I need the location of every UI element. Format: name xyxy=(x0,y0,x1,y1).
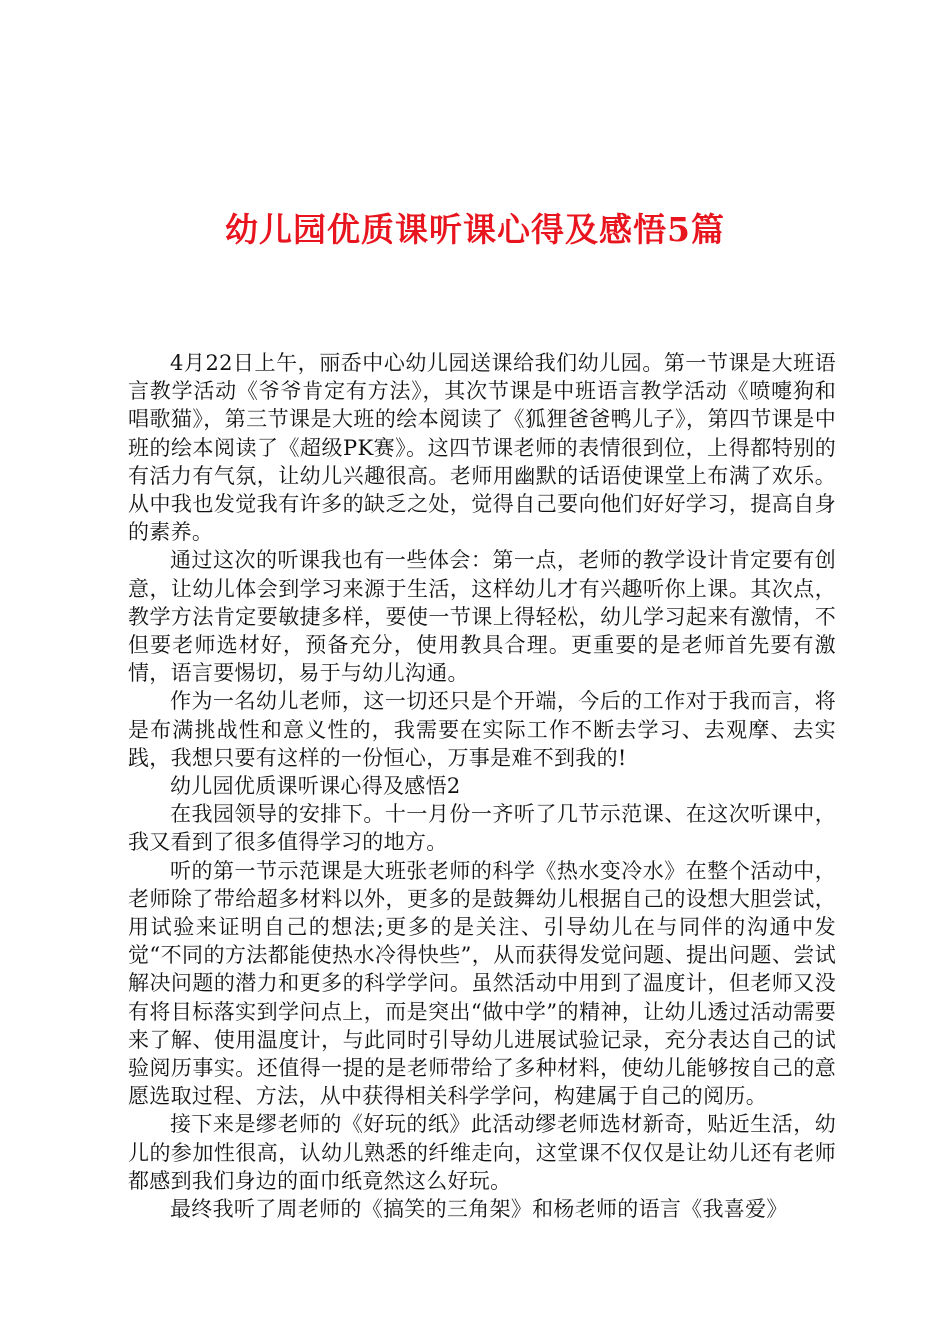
paragraph: 听的第一节示范课是大班张老师的科学《热水变冷水》在整个活动中，老师除了带给超多材料以外，更多的是鼓舞幼儿根据自己的设想大胆尝试，用试验来证明自己的想法;更多的是关注、引导幼儿在与同伴的沟通中发觉“不同的方法都能使热水冷得快些”，从而获得发觉问题、提出问题、尝试解决问题的潜力和更多的科学学问。虽然活动中用到了温度计，但老师又没有将目标落实到学问点上，而是突出“做中学”的精神，让幼儿透过活动需要来了解、使用温度计，与此同时引导幼儿进展试验记录，充分表达自己的试验阅历事实。还值得一提的是老师带给了多种材料，使幼儿能够按自己的意愿选取过程、方法，从中获得相关科学学问，构建属于自己的阅历。 xyxy=(128,858,836,1109)
paragraph: 最终我听了周老师的《搞笑的三角架》和杨老师的语言《我喜爱》 xyxy=(170,1197,788,1222)
paragraph: 4月22日上午，丽岙中心幼儿园送课给我们幼儿园。第一节课是大班语言教学活动《爷爷肯定有方法》，其次节课是中班语言教学活动《喷嚏狗和唱歌猫》，第三节课是大班的绘本阅读了《狐狸爸爸鸭儿子》，第四节课是中班的绘本阅读了《超级PK赛》。这四节课老师的表情很到位，上得都特别的有活力有气氛，让幼儿兴趣很高。老师用幽默的话语使课堂上布满了欢乐。从中我也发觉我有许多的缺乏之处，觉得自己要向他们好好学习，提高自身的素养。 xyxy=(128,351,836,545)
paragraph: 在我园领导的安排下。十一月份一齐听了几节示范课、在这次听课中，我又看到了很多值得学习的地方。 xyxy=(128,802,836,855)
page-title: 幼儿园优质课听课心得及感悟5篇 xyxy=(225,210,725,250)
article-body xyxy=(128,349,836,1223)
paragraph: 作为一名幼儿老师，这一切还只是个开端，今后的工作对于我而言，将是布满挑战性和意义性的，我需要在实际工作不断去学习、去观摩、去实践，我想只要有这样的一份恒心，万事是难不到我的! xyxy=(128,689,836,770)
section-heading: 幼儿园优质课听课心得及感悟2 xyxy=(170,774,461,799)
paragraph: 通过这次的听课我也有一些体会：第一点，老师的教学设计肯定要有创意，让幼儿体会到学习来源于生活，这样幼儿才有兴趣听你上课。其次点，教学方法肯定要敏捷多样，要使一节课上得轻松，幼儿学习起来有激情，不但要老师选材好，预备充分，使用教具合理。更重要的是老师首先要有激情，语言要惕切，易于与幼儿沟通。 xyxy=(128,548,836,686)
paragraph: 接下来是缪老师的《好玩的纸》此活动缪老师选材新奇，贴近生活，幼儿的参加性很高，认幼儿熟悉的纤维走向，这堂课不仅仅是让幼儿还有老师都感到我们身边的面巾纸竟然这么好玩。 xyxy=(128,1112,836,1193)
